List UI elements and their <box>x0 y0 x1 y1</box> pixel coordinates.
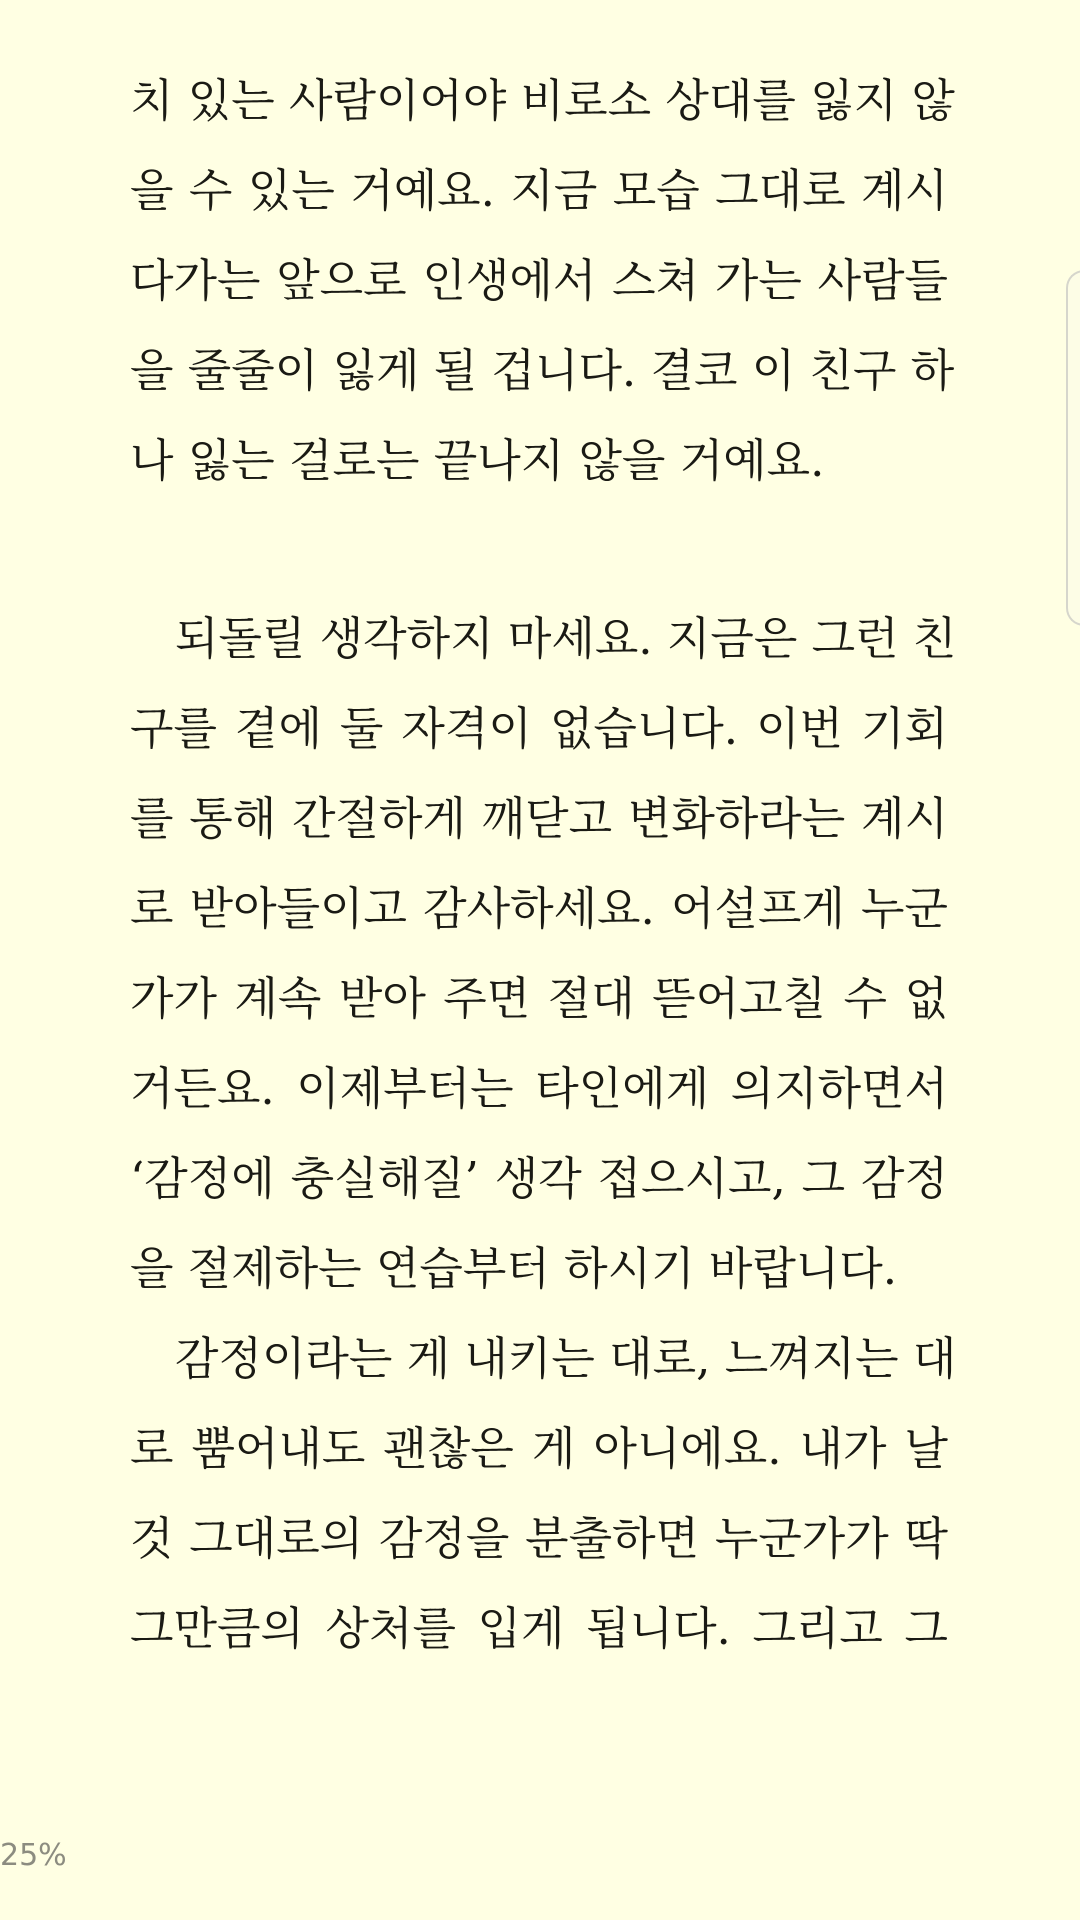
text-line: 로 받아들이고 감사하세요. 어설프게 누군 <box>130 882 948 935</box>
paragraph-spacer <box>130 506 948 594</box>
text-line: 되돌릴 생각하지 마세요. 지금은 그런 친 <box>175 612 957 665</box>
text-line: 가가 계속 받아 주면 절대 뜯어고칠 수 없 <box>130 972 948 1025</box>
paragraph <box>130 594 957 1314</box>
text-line: 감정이라는 게 내키는 대로, 느껴지는 대 <box>175 1332 957 1385</box>
text-line: 를 통해 간절하게 깨닫고 변화하라는 계시 <box>130 792 948 845</box>
text-line: 나 잃는 걸로는 끝나지 않을 거예요. <box>130 434 825 487</box>
text-line: 다가는 앞으로 인생에서 스쳐 가는 사람들 <box>130 254 948 307</box>
reading-progress: 25% <box>0 1838 67 1873</box>
text-line: 을 수 있는 거예요. 지금 모습 그대로 계시 <box>130 164 948 217</box>
text-line: 그만큼의 상처를 입게 됩니다. 그리고 그 <box>130 1602 948 1655</box>
text-line: 로 뿜어내도 괜찮은 게 아니에요. 내가 날 <box>130 1422 948 1475</box>
text-line: 을 절제하는 연습부터 하시기 바랍니다. <box>130 1242 898 1295</box>
reader-page[interactable] <box>130 56 957 1674</box>
paragraph <box>130 1314 957 1674</box>
text-line: 것 그대로의 감정을 분출하면 누군가가 딱 <box>130 1512 948 1565</box>
text-line: ‘감정에 충실해질’ 생각 접으시고, 그 감정 <box>130 1152 948 1205</box>
text-line: 구를 곁에 둘 자격이 없습니다. 이번 기회 <box>130 702 948 755</box>
text-line: 을 줄줄이 잃게 될 겁니다. 결코 이 친구 하 <box>130 344 955 397</box>
text-line: 거든요. 이제부터는 타인에게 의지하면서 <box>130 1062 948 1115</box>
scroll-handle[interactable] <box>1066 270 1080 626</box>
paragraph <box>130 56 955 506</box>
text-line: 치 있는 사람이어야 비로소 상대를 잃지 않 <box>130 74 955 127</box>
